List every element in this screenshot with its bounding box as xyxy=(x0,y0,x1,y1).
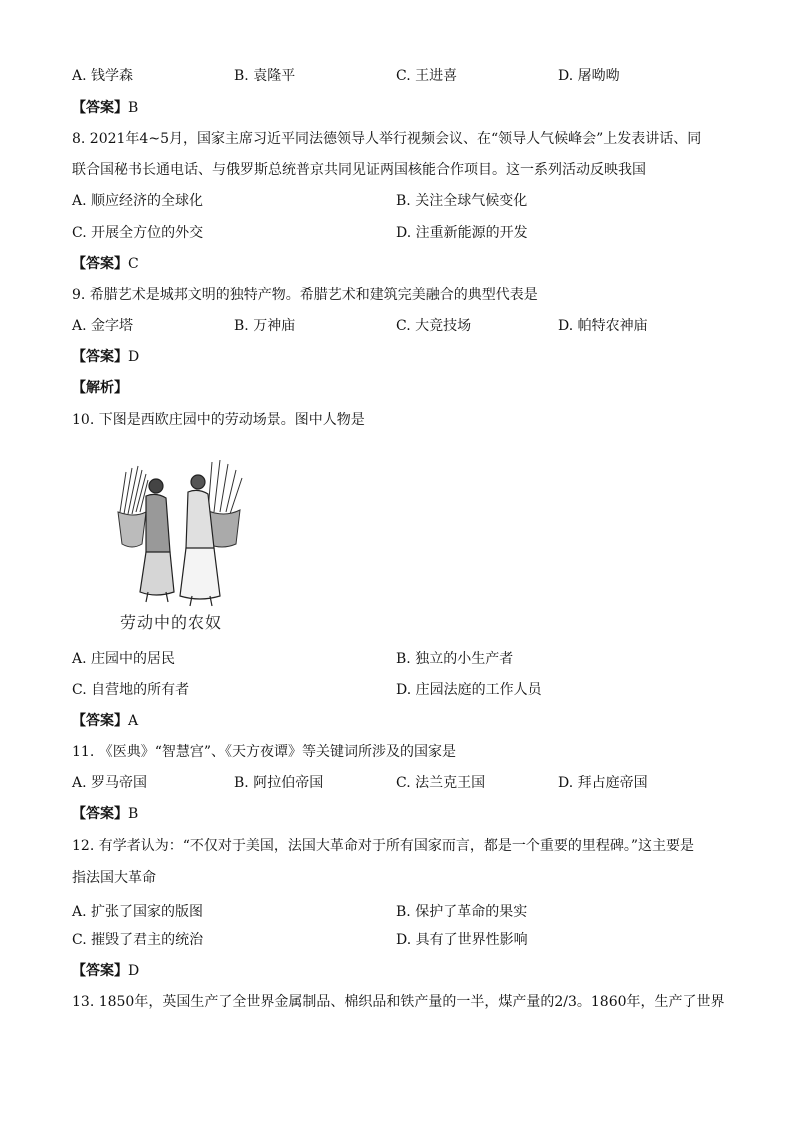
q12-options-row1 xyxy=(72,902,732,922)
q10-option-b[interactable]: B. 独立的小生产者 xyxy=(396,651,514,667)
q11-answer-label: 【答案】 xyxy=(72,806,128,822)
q10-answer xyxy=(72,711,138,731)
q7-options xyxy=(72,66,732,86)
q10-option-a[interactable]: A. 庄园中的居民 xyxy=(72,651,176,667)
q8-option-c[interactable]: C. 开展全方位的外交 xyxy=(72,225,204,241)
figure-caption: 劳动中的农奴 xyxy=(120,613,223,632)
q11-answer-value: B xyxy=(128,806,139,822)
q12-stem-line1: 12. 有学者认为：“不仅对于美国，法国大革命对于所有国家而言，都是一个重要的里程碑。”这主要是 xyxy=(72,838,695,854)
q10-answer-value: A xyxy=(128,713,139,729)
q7-answer xyxy=(72,98,138,118)
q10-options-row1 xyxy=(72,649,732,669)
q8-options-row2 xyxy=(72,223,732,243)
q12-option-c[interactable]: C. 摧毁了君主的统治 xyxy=(72,932,204,948)
q11-options xyxy=(72,773,732,793)
q13-stem-line1: 13. 1850年，英国生产了全世界金属制品、棉织品和铁产量的一半，煤产量的2/3。1860年，生产了世界 xyxy=(72,994,725,1010)
q12-stem-line2: 指法国大革命 xyxy=(72,870,156,886)
q8-option-b[interactable]: B. 关注全球气候变化 xyxy=(396,193,528,209)
wheat-sheaf-left-icon xyxy=(118,466,148,547)
q7-option-c[interactable]: C. 王进喜 xyxy=(396,68,458,84)
q10-option-d[interactable]: D. 庄园法庭的工作人员 xyxy=(396,682,542,698)
q8-stem-line1: 8. 2021年4~5月，国家主席习近平同法德领导人举行视频会议、在“领导人气候峰会”上发表讲话、同 xyxy=(72,131,702,147)
q12-option-a[interactable]: A. 扩张了国家的版图 xyxy=(72,904,204,920)
q11-stem: 11. 《医典》“智慧宫”、《天方夜谭》等关键词所涉及的国家是 xyxy=(72,744,457,760)
serf-figure xyxy=(116,452,244,636)
q9-answer-label: 【答案】 xyxy=(72,349,128,365)
q10-stem: 10. 下图是西欧庄园中的劳动场景。图中人物是 xyxy=(72,412,365,428)
q9-options xyxy=(72,316,732,336)
q10-options-row2 xyxy=(72,680,732,700)
q7-option-a[interactable]: A. 钱学森 xyxy=(72,68,134,84)
q9-answer xyxy=(72,347,139,367)
q9-analysis xyxy=(72,378,128,398)
q9-option-d[interactable]: D. 帕特农神庙 xyxy=(558,318,648,334)
q11-option-d[interactable]: D. 拜占庭帝国 xyxy=(558,775,648,791)
q12-option-b[interactable]: B. 保护了革命的果实 xyxy=(396,904,528,920)
q11-option-b[interactable]: B. 阿拉伯帝国 xyxy=(234,775,324,791)
q8-option-d[interactable]: D. 注重新能源的开发 xyxy=(396,225,528,241)
q8-answer-value: C xyxy=(128,256,139,272)
q10-option-c[interactable]: C. 自营地的所有者 xyxy=(72,682,190,698)
q8-option-a[interactable]: A. 顺应经济的全球化 xyxy=(72,193,204,209)
q7-option-d[interactable]: D. 屠呦呦 xyxy=(558,68,620,84)
q8-answer-label: 【答案】 xyxy=(72,256,128,272)
q12-option-d[interactable]: D. 具有了世界性影响 xyxy=(396,932,528,948)
q9-analysis-label: 【解析】 xyxy=(72,380,128,396)
q10-answer-label: 【答案】 xyxy=(72,713,128,729)
serf-illustration xyxy=(116,452,244,612)
q7-option-b[interactable]: B. 袁隆平 xyxy=(234,68,296,84)
q12-answer xyxy=(72,961,139,981)
q11-answer xyxy=(72,804,138,824)
q8-answer xyxy=(72,254,139,274)
q12-options-row2 xyxy=(72,930,732,950)
q9-option-c[interactable]: C. 大竞技场 xyxy=(396,318,472,334)
q9-answer-value: D xyxy=(128,349,140,365)
q9-option-a[interactable]: A. 金字塔 xyxy=(72,318,134,334)
q12-answer-label: 【答案】 xyxy=(72,963,128,979)
q7-answer-value: B xyxy=(128,100,139,116)
q7-answer-label: 【答案】 xyxy=(72,100,128,116)
q9-stem: 9. 希腊艺术是城邦文明的独特产物。希腊艺术和建筑完美融合的典型代表是 xyxy=(72,287,538,303)
q11-option-a[interactable]: A. 罗马帝国 xyxy=(72,775,148,791)
q9-option-b[interactable]: B. 万神庙 xyxy=(234,318,296,334)
q8-stem-line2: 联合国秘书长通电话、与俄罗斯总统普京共同见证两国核能合作项目。这一系列活动反映我国 xyxy=(72,162,646,178)
q12-answer-value: D xyxy=(128,963,140,979)
left-serf-figure xyxy=(140,479,174,602)
q11-option-c[interactable]: C. 法兰克王国 xyxy=(396,775,486,791)
q8-options-row1 xyxy=(72,191,732,211)
